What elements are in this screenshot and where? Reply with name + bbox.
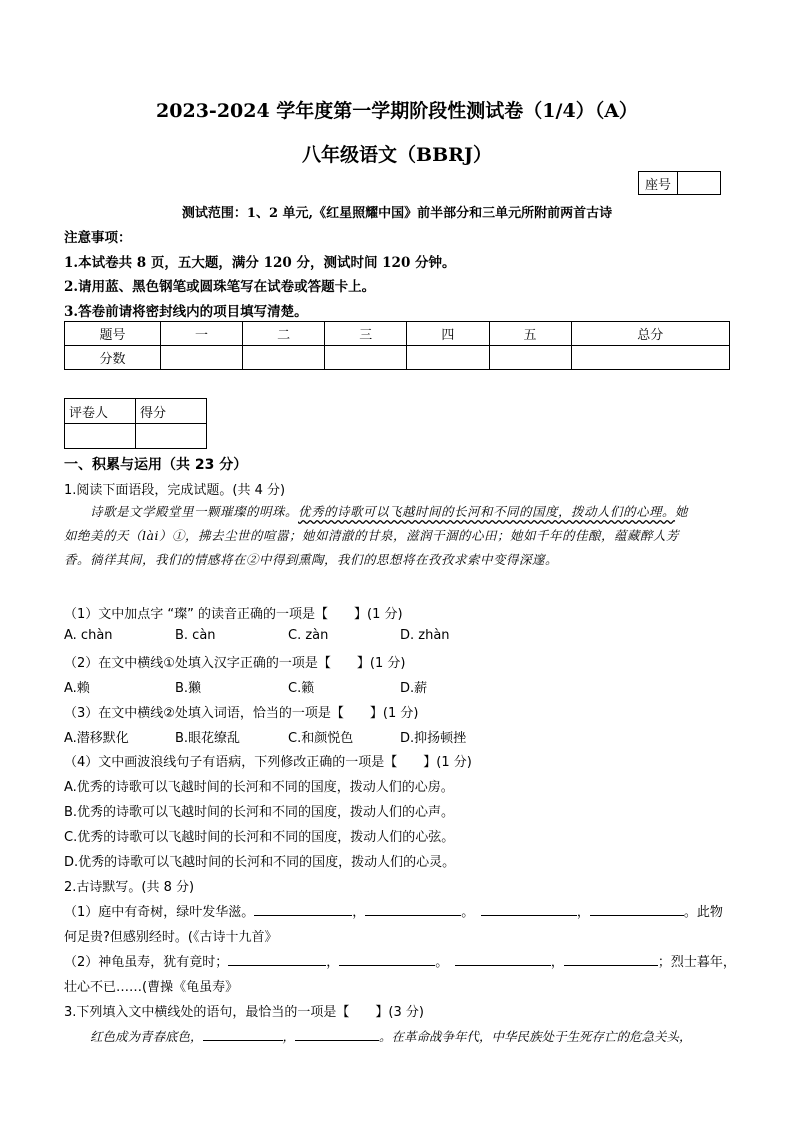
- passage-text: 。在革命战争年代，中华民族处于生死存亡的危急关头，: [379, 1029, 692, 1044]
- score-cell[interactable]: [243, 346, 325, 370]
- passage-text: 红色成为青春底色，: [90, 1029, 203, 1044]
- passage-text: 诗歌是文学殿堂里一颗璀璨的明珠。: [90, 504, 299, 519]
- sub-question: （4）文中画波浪线句子有语病，下列修改正确的一项是【 】(1 分): [64, 755, 472, 770]
- option[interactable]: C. zàn: [288, 628, 329, 643]
- option[interactable]: D.优秀的诗歌可以飞越时间的长河和不同的国度，拨动人们的心灵。: [64, 855, 456, 870]
- score-table: [64, 321, 730, 370]
- grader-label: 评卷人: [65, 399, 136, 424]
- grader-cell[interactable]: [65, 424, 136, 449]
- option[interactable]: D.抑扬顿挫: [400, 731, 467, 746]
- option[interactable]: B.眼花缭乱: [175, 731, 241, 746]
- fill-blank[interactable]: [481, 903, 577, 916]
- poem-text: 何足贵?但感别经时。(《古诗十九首》: [64, 930, 278, 945]
- question-stem: 2.古诗默写。(共 8 分): [64, 880, 195, 895]
- sub-question: （1）文中加点字 “璨” 的读音正确的一项是【 】(1 分): [64, 607, 403, 622]
- option[interactable]: B.优秀的诗歌可以飞越时间的长河和不同的国度，拨动人们的心声。: [64, 805, 455, 820]
- q3-passage: [90, 1027, 692, 1045]
- punct: ，: [282, 1029, 296, 1044]
- punct: ，: [550, 955, 564, 970]
- option[interactable]: C.优秀的诗歌可以飞越时间的长河和不同的国度，拨动人们的心弦。: [64, 830, 455, 845]
- seat-label: 座号: [639, 172, 678, 195]
- section-title: 一、积累与运用（共 23 分）: [64, 457, 248, 473]
- score-cell[interactable]: [325, 346, 407, 370]
- poem-text: （1）庭中有奇树，绿叶发华滋。: [64, 905, 255, 920]
- fill-blank[interactable]: [295, 1028, 379, 1041]
- poem-text: （2）神龟虽寿，犹有竟时；: [64, 955, 229, 970]
- score-cell[interactable]: [407, 346, 489, 370]
- score-cell[interactable]: [489, 346, 571, 370]
- test-scope: 测试范围：1、2 单元,《红星照耀中国》前半部分和三单元所附前两首古诗: [181, 206, 613, 221]
- note-item: 2.请用蓝、黑色钢笔或圆珠笔写在试卷或答题卡上。: [64, 279, 376, 295]
- option[interactable]: D.薪: [400, 681, 428, 696]
- note-item: 1.本试卷共 8 页，五大题，满分 120 分，测试时间 120 分钟。: [64, 255, 456, 271]
- score-header-cell: 题号: [65, 322, 161, 346]
- score-header-cell: 四: [407, 322, 489, 346]
- score-table-value-row: [65, 346, 730, 370]
- option[interactable]: A.优秀的诗歌可以飞越时间的长河和不同的国度，拨动人们的心房。: [64, 780, 454, 795]
- score-label: 得分: [136, 399, 207, 424]
- fill-blank[interactable]: [203, 1028, 283, 1041]
- punct: ，: [352, 905, 366, 920]
- score-header-cell: 一: [161, 322, 243, 346]
- option[interactable]: C.籁: [288, 681, 315, 696]
- score-cell[interactable]: [161, 346, 243, 370]
- poem-line: [64, 951, 736, 970]
- score-header-cell: 五: [489, 322, 571, 346]
- fill-blank[interactable]: [339, 953, 435, 966]
- option[interactable]: A. chàn: [64, 628, 113, 643]
- sub-question: （3）在文中横线②处填入词语，恰当的一项是【 】(1 分): [64, 706, 419, 721]
- fill-blank[interactable]: [455, 953, 551, 966]
- score-header-cell: 总分: [571, 322, 729, 346]
- poem-line: [64, 901, 723, 920]
- punct: ，: [326, 955, 340, 970]
- poem-text: 。此物: [683, 905, 723, 920]
- option[interactable]: B. càn: [175, 628, 216, 643]
- grader-table: [64, 398, 207, 449]
- seat-number-box: [638, 171, 721, 195]
- fill-blank[interactable]: [228, 953, 326, 966]
- fill-blank[interactable]: [564, 953, 658, 966]
- option[interactable]: D. zhàn: [400, 628, 450, 643]
- score-table-header-row: [65, 322, 730, 346]
- question-stem: 3.下列填入文中横线处的语句，最恰当的一项是【 】(3 分): [64, 1005, 424, 1020]
- score-header-cell: 三: [325, 322, 407, 346]
- punct: ，: [576, 905, 590, 920]
- punct: 。: [435, 955, 442, 970]
- passage-text: 她: [675, 504, 689, 519]
- score-row-label: 分数: [65, 346, 161, 370]
- notes-heading: 注意事项：: [64, 230, 132, 246]
- passage-text: 如绝美的天（lài）①，拂去尘世的喧嚣；她如清澈的甘泉，滋润干涸的心田；她如千年的佳酿，蕴藏醉人芳: [64, 528, 679, 543]
- fill-blank[interactable]: [365, 903, 461, 916]
- option[interactable]: B.獭: [175, 681, 202, 696]
- option[interactable]: A.赖: [64, 681, 90, 696]
- poem-text: 壮心不已……(曹操《龟虽寿》: [64, 980, 239, 995]
- score-cell[interactable]: [571, 346, 729, 370]
- fill-blank[interactable]: [590, 903, 684, 916]
- grader-score-cell[interactable]: [136, 424, 207, 449]
- poem-text: ；烈士暮年，: [657, 955, 736, 970]
- passage-text: 香。徜徉其间，我们的情感将在②中得到熏陶，我们的思想将在孜孜求索中变得深邃。: [64, 552, 559, 567]
- exam-title: 2023-2024 学年度第一学期阶段性测试卷（1/4）（A）: [156, 100, 638, 122]
- option[interactable]: A.潜移默化: [64, 731, 129, 746]
- seat-input-cell[interactable]: [678, 172, 721, 195]
- reading-passage: [64, 500, 734, 572]
- wavy-underlined-sentence: 优秀的诗歌可以飞越时间的长河和不同的国度，拨动人们的心理。: [298, 504, 676, 519]
- sub-question: （2）在文中横线①处填入汉字正确的一项是【 】(1 分): [64, 656, 406, 671]
- score-header-cell: 二: [243, 322, 325, 346]
- note-item: 3.答卷前请将密封线内的项目填写清楚。: [64, 304, 308, 320]
- fill-blank[interactable]: [254, 903, 352, 916]
- question-stem: 1.阅读下面语段，完成试题。(共 4 分): [64, 483, 286, 498]
- exam-subtitle: 八年级语文（BBRJ）: [302, 144, 492, 166]
- option[interactable]: C.和颜悦色: [288, 731, 354, 746]
- punct: 。: [461, 905, 468, 920]
